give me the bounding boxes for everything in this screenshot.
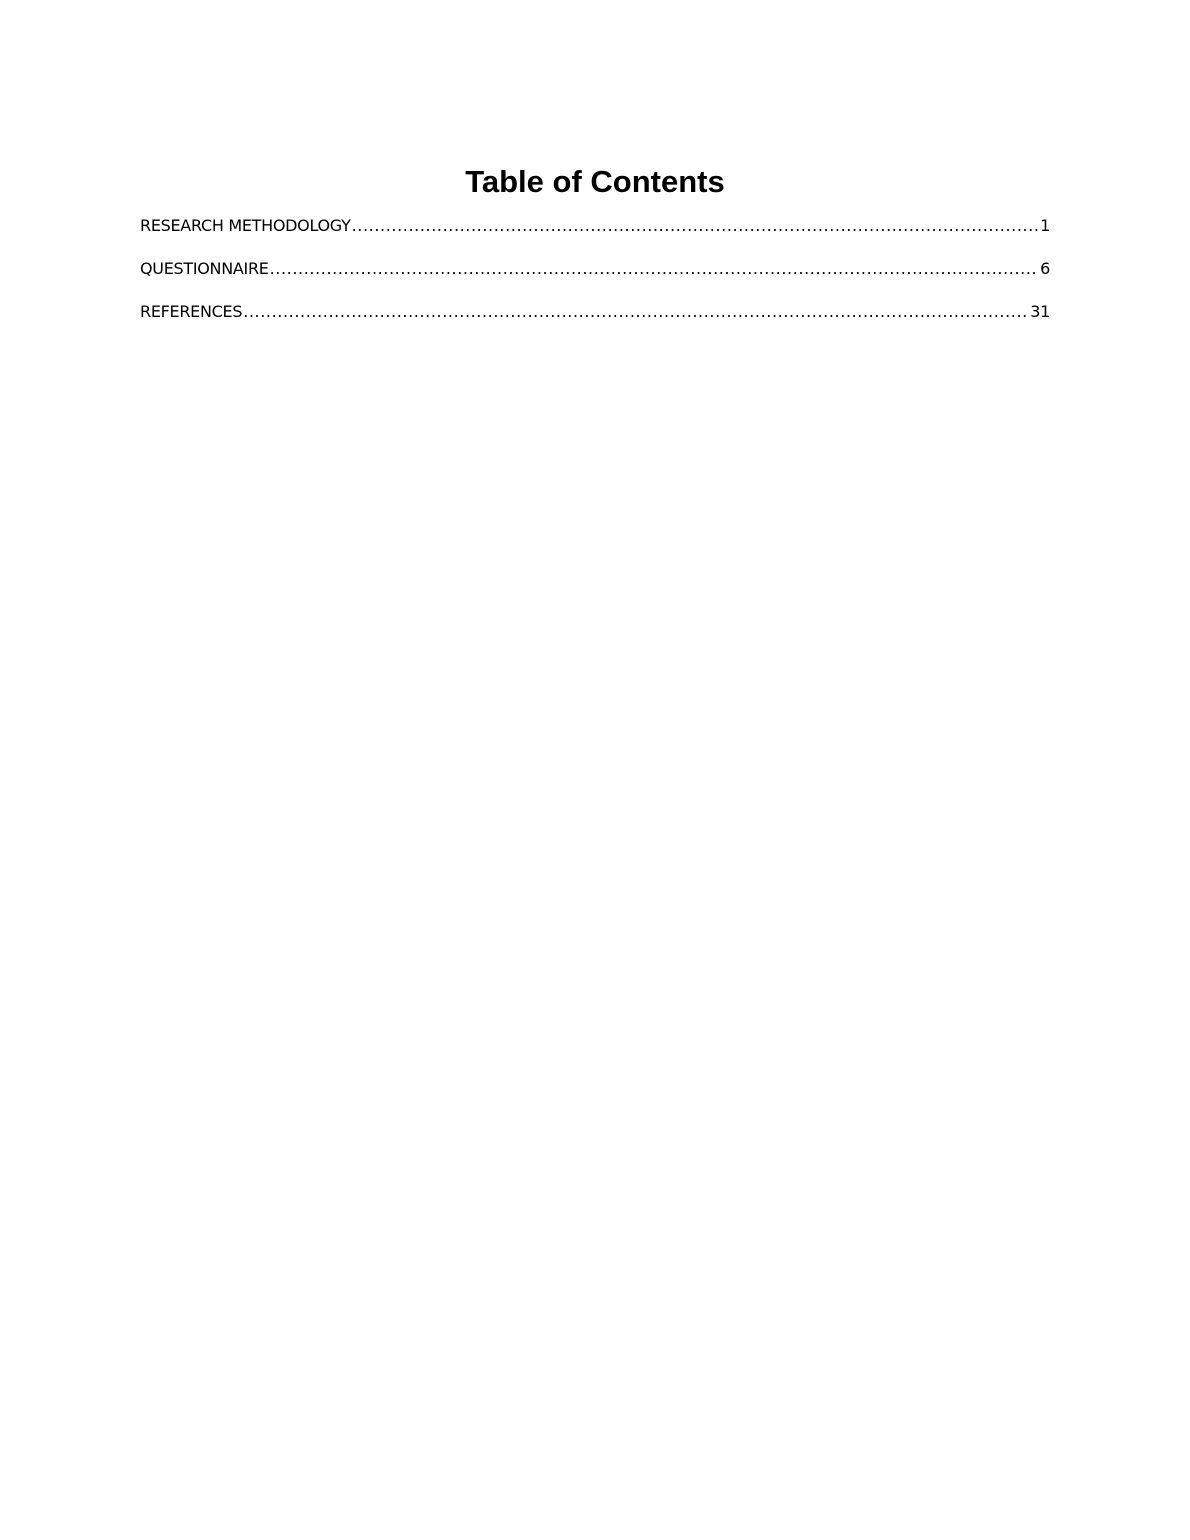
toc-entry-research-methodology[interactable] xyxy=(140,213,1050,256)
toc-dot-leader xyxy=(270,256,1039,282)
toc-entry-page-number: 31 xyxy=(1030,302,1050,321)
toc-dot-leader xyxy=(352,213,1039,239)
toc-entry-label: QUESTIONNAIRE xyxy=(140,259,269,278)
toc-entry-label: RESEARCH METHODOLOGY xyxy=(140,216,351,235)
toc-title: Table of Contents xyxy=(465,164,725,199)
toc-entry-questionnaire[interactable] xyxy=(140,256,1050,299)
toc-entry-references[interactable] xyxy=(140,299,1050,342)
toc-entry-label: REFERENCES xyxy=(140,302,243,321)
toc-entry-page-number: 6 xyxy=(1040,259,1050,278)
toc-list xyxy=(140,213,1050,342)
toc-entry-page-number: 1 xyxy=(1040,216,1050,235)
toc-dot-leader xyxy=(243,299,1028,325)
